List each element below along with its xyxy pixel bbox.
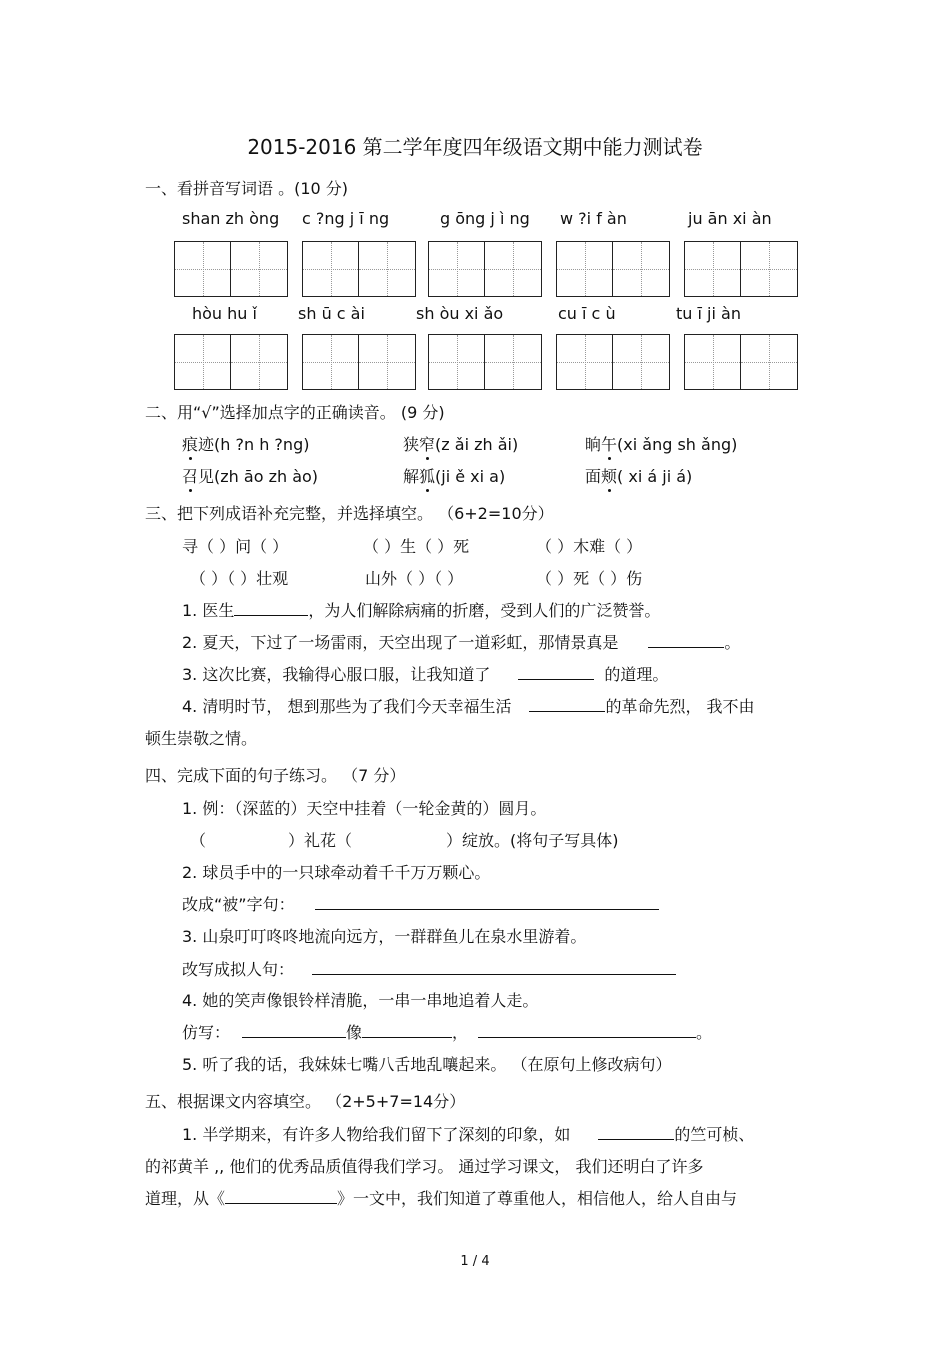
fill-question-1: 1. 医生 ，为人们解除病痛的折磨，受到人们的广泛赞誉。 — [182, 601, 661, 620]
reading-item: 狭窄(z ǎi zh ǎi) — [403, 435, 519, 454]
answer-blank[interactable] — [529, 695, 605, 712]
sentence-task-1: （ ）礼花（ ）绽放。(将句子写具体) — [190, 831, 619, 850]
writing-box[interactable] — [174, 241, 288, 297]
idiom: （ ）木难（ ） — [536, 537, 643, 556]
fill-question-2: 2. 夏天，下过了一场雷雨，天空出现了一道彩虹，那情景真是 。 — [182, 633, 741, 652]
sentence-task-2: 改成“被”字句： — [182, 892, 659, 915]
sentence-task-3: 改写成拟人句： — [182, 957, 676, 980]
content-fill-1: 1. 半学期来，有许多人物给我们留下了深刻的印象，如 的竺可桢、 — [182, 1125, 755, 1144]
pinyin: c ?ng j ī ng — [302, 209, 390, 228]
writing-grid-row-2 — [174, 334, 800, 392]
writing-box[interactable] — [302, 334, 416, 390]
section-2-heading: 二、用“√”选择加点字的正确读音。 (9 分) — [145, 403, 445, 422]
pinyin: ju ān xi àn — [688, 209, 772, 228]
content-fill-3: 道理，从《 》一文中，我们知道了尊重他人，相信他人，给人自由与 — [145, 1189, 738, 1208]
sentence-example: 1. 例：（深蓝的）天空中挂着（一轮金黄的）圆月。 — [182, 799, 547, 818]
answer-blank[interactable] — [648, 631, 724, 648]
reading-item: 解狐(ji ě xi a) — [403, 467, 506, 486]
idiom: （ ）死（ ）伤 — [536, 569, 643, 588]
sentence-2: 2. 球员手中的一只球牵动着千千万万颗心。 — [182, 863, 491, 882]
pinyin: sh ū c ài — [298, 304, 365, 323]
writing-box[interactable] — [684, 334, 798, 390]
content-fill-2: 的祁黄羊 ,, 他们的优秀品质值得我们学习。 通过学习课文， 我们还明白了许多 — [145, 1157, 704, 1176]
page-title: 2015-2016 第二学年度四年级语文期中能力测试卷 — [247, 135, 703, 159]
writing-box[interactable] — [684, 241, 798, 297]
pinyin: shan zh òng — [182, 209, 280, 228]
pinyin: w ?i f àn — [560, 209, 627, 228]
pinyin-row-2 — [174, 304, 800, 324]
writing-box[interactable] — [174, 334, 288, 390]
answer-line[interactable] — [362, 1021, 452, 1038]
section-5-heading: 五、根据课文内容填空。 （2+5+7=14分） — [145, 1092, 466, 1111]
sentence-4: 4. 她的笑声像银铃样清脆，一串一串地追着人走。 — [182, 991, 539, 1010]
sentence-5: 5. 听了我的话，我妹妹七嘴八舌地乱嚷起来。 （在原句上修改病句） — [182, 1055, 672, 1074]
writing-grid-row-1 — [174, 241, 800, 299]
section-1-heading: 一、看拼音写词语 。(10 分) — [145, 179, 349, 198]
writing-box[interactable] — [556, 334, 670, 390]
fill-question-4: 4. 清明时节， 想到那些为了我们今天幸福生活 的革命先烈， 我不由 — [182, 697, 755, 716]
answer-line[interactable] — [312, 958, 676, 975]
pinyin: sh òu xi ǎo — [416, 304, 504, 323]
page-number: 1 / 4 — [460, 1254, 490, 1269]
sentence-task-4: 仿写： 像 ， 。 — [182, 1023, 713, 1042]
fill-question-4-cont: 顿生崇敬之情。 — [145, 729, 258, 748]
idiom: 寻（ ）问（ ） — [182, 537, 289, 556]
answer-line[interactable] — [242, 1021, 346, 1038]
pinyin-row-1 — [174, 209, 800, 229]
answer-blank[interactable] — [518, 663, 594, 680]
reading-item: 召见(zh āo zh ào) — [182, 467, 319, 486]
writing-box[interactable] — [556, 241, 670, 297]
writing-box[interactable] — [428, 241, 542, 297]
idiom: （ ）生（ ）死 — [363, 537, 470, 556]
answer-line[interactable] — [315, 893, 659, 910]
reading-item: 痕迹(h ?n h ?ng) — [182, 435, 310, 454]
answer-blank[interactable] — [598, 1123, 674, 1140]
pinyin: tu ī ji àn — [676, 304, 741, 323]
section-3-heading: 三、把下列成语补充完整，并选择填空。 （6+2=10分） — [145, 504, 554, 523]
writing-box[interactable] — [428, 334, 542, 390]
answer-blank[interactable] — [234, 599, 308, 616]
reading-item: 面颊( xi á ji á) — [585, 467, 693, 486]
fill-question-3: 3. 这次比赛，我输得心服口服，让我知道了 的道理。 — [182, 665, 669, 684]
pinyin: hòu hu ǐ — [192, 304, 257, 323]
writing-box[interactable] — [302, 241, 416, 297]
pinyin: g ōng j ì ng — [440, 209, 530, 228]
section-4-heading: 四、完成下面的句子练习。 （7 分） — [145, 766, 406, 785]
idiom: 山外（ ）（ ） — [365, 569, 464, 588]
pinyin: cu ī c ù — [558, 304, 616, 323]
idiom: （ ）（ ）壮观 — [190, 569, 289, 588]
sentence-3: 3. 山泉叮叮咚咚地流向远方，一群群鱼儿在泉水里游着。 — [182, 927, 587, 946]
answer-line[interactable] — [478, 1021, 696, 1038]
reading-item: 晌午(xi ǎng sh ǎng) — [585, 435, 738, 454]
answer-blank[interactable] — [225, 1187, 337, 1204]
